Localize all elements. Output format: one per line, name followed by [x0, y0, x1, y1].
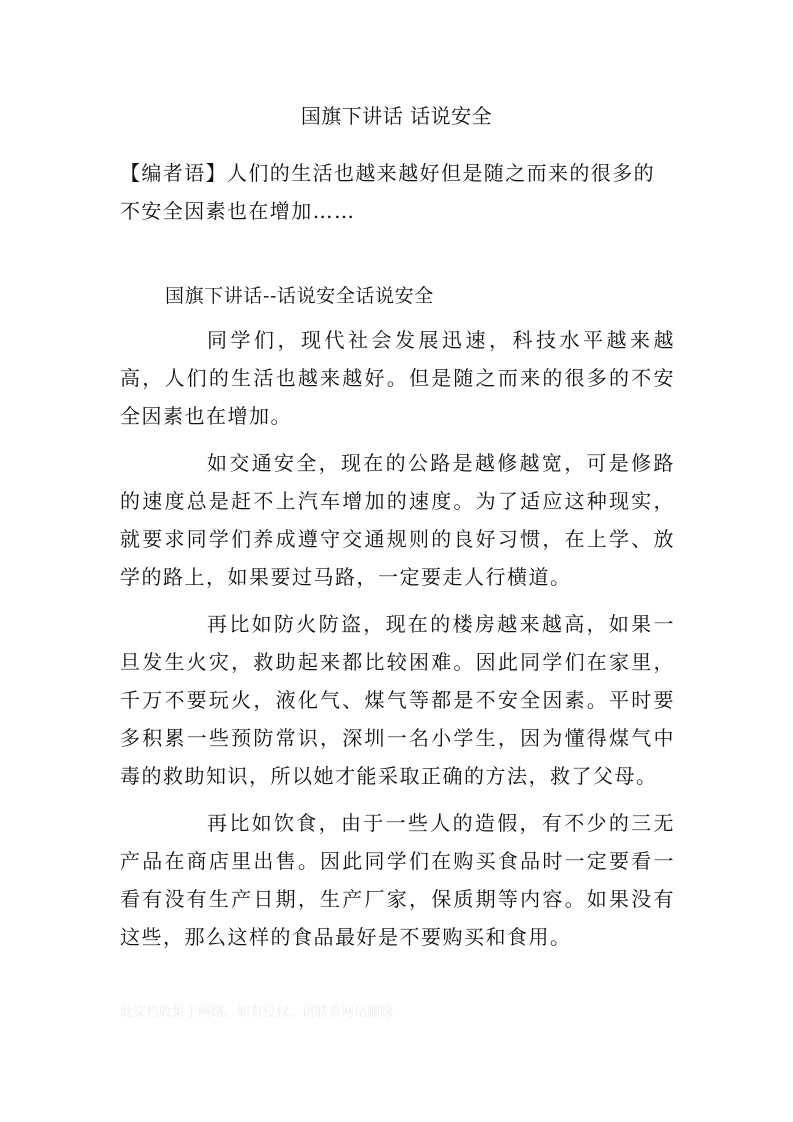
paragraph-traffic-safety: 如交通安全，现在的公路是越修越宽，可是修路的速度总是赶不上汽车增加的速度。为了适应这种现实，就要求同学们养成遵守交通规则的良好习惯，在上学、放学的路上，如果要过马路，一定要走人行横道。	[120, 451, 675, 589]
paragraph-intro: 同学们，现代社会发展迅速，科技水平越来越高，人们的生活也越来越好。但是随之而来的很多的不安全因素也在增加。	[120, 328, 675, 428]
speech-body	[120, 321, 675, 965]
editor-note: 【编者语】人们的生活也越来越好但是随之而来的很多的不安全因素也在增加……	[120, 161, 655, 223]
faint-watermark-text: 此文档收集于网络，如有侵权，请联系网站删除	[120, 1005, 394, 1020]
page-title: 国旗下讲话 话说安全	[300, 104, 493, 128]
paragraph-food-safety: 再比如饮食，由于一些人的造假，有不少的三无产品在商店里出售。因此同学们在购买食品时一定要看一看有没有生产日期，生产厂家，保质期等内容。如果没有这些，那么这样的食品最好是不要购买和食用。	[120, 811, 675, 949]
speech-subtitle: 国旗下讲话--话说安全话说安全	[165, 285, 434, 307]
paragraph-fire-safety: 再比如防火防盗，现在的楼房越来越高，如果一旦发生火灾，救助起来都比较困难。因此同学们在家里，千万不要玩火，液化气、煤气等都是不安全因素。平时要多积累一些预防常识，深圳一名小学生，因为懂得煤气中毒的救助知识，所以她才能采取正确的方法，救了父母。	[120, 612, 675, 788]
